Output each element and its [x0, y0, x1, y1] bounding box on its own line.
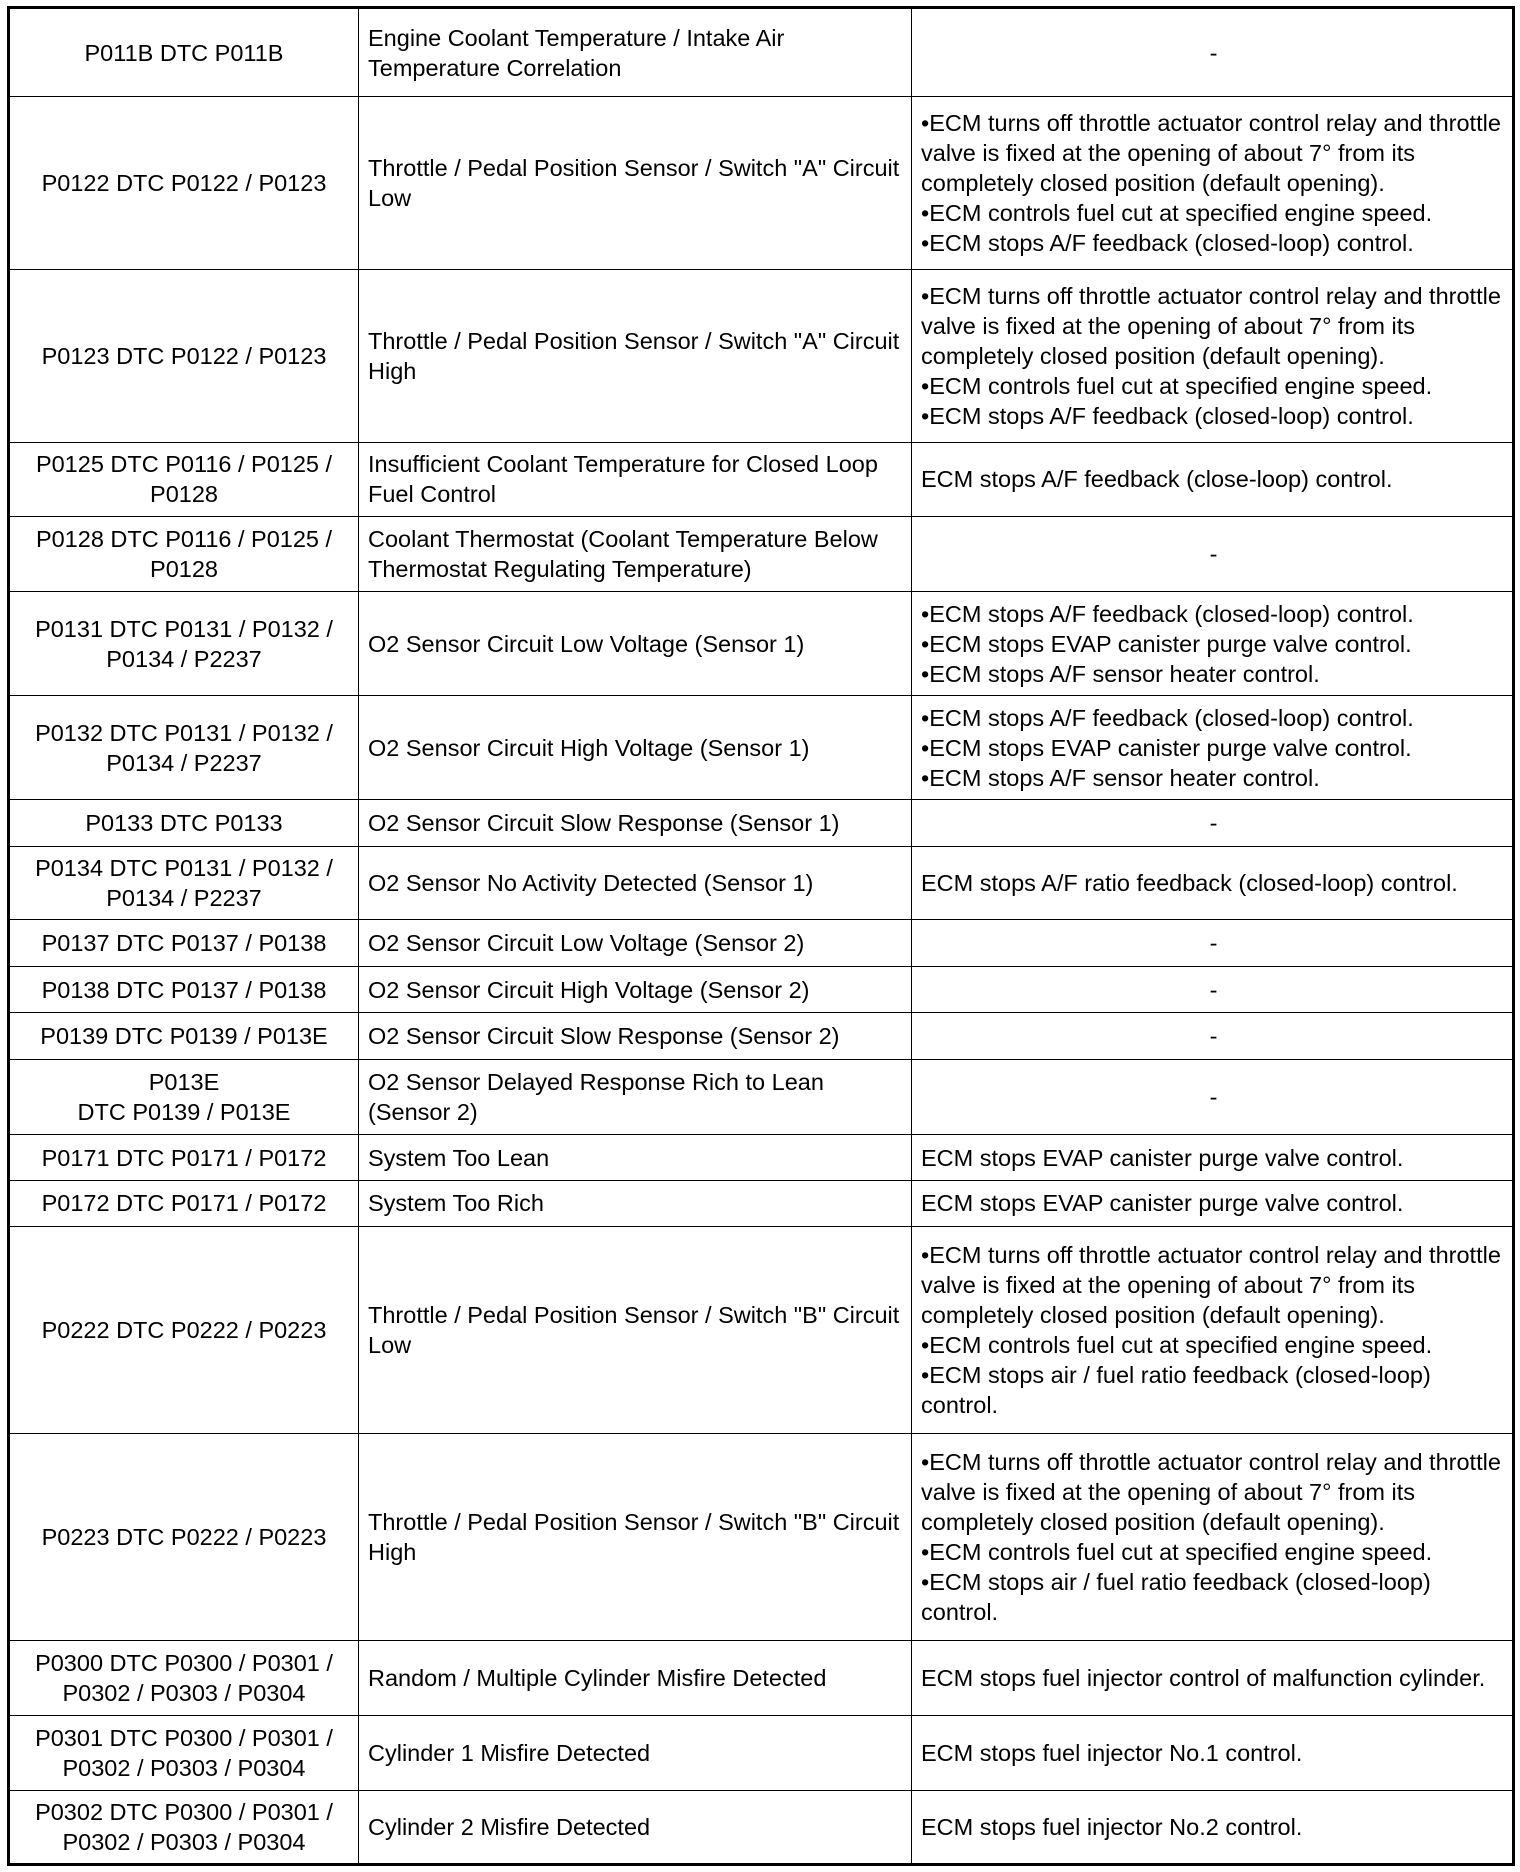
- fail-safe-line: -: [1209, 810, 1218, 837]
- dtc-condition-cell: [359, 97, 912, 270]
- fail-safe-cell: [912, 269, 1514, 442]
- dtc-code-cell: [9, 1640, 359, 1715]
- dtc-condition-cell: [359, 1716, 912, 1790]
- dtc-code: P0172 DTC P0171 / P0172: [41, 1190, 327, 1217]
- dtc-code-cell: [9, 1013, 359, 1060]
- table-row: [9, 1135, 1514, 1181]
- dtc-code: P0132 DTC P0131 / P0132 / P0134 / P2237: [35, 719, 333, 776]
- table-row: [9, 1181, 1514, 1227]
- table-row: [9, 920, 1514, 967]
- fail-safe-line: -: [1209, 541, 1218, 568]
- fail-safe-line: ECM stops A/F ratio feedback (closed-loop) control.: [921, 870, 1458, 897]
- fail-safe-line: -: [1209, 976, 1218, 1003]
- dtc-condition: O2 Sensor Circuit Low Voltage (Sensor 2): [368, 930, 805, 957]
- fail-safe-line: ECM stops fuel injector No.2 control.: [921, 1813, 1303, 1840]
- dtc-code: P011B DTC P011B: [84, 39, 284, 66]
- dtc-code-cell: [9, 800, 359, 847]
- table-row: [9, 1433, 1514, 1640]
- dtc-code: P0222 DTC P0222 / P0223: [41, 1316, 327, 1343]
- fail-safe-line: •ECM stops A/F feedback (closed-loop) control.: [921, 704, 1414, 731]
- dtc-condition-cell: [359, 8, 912, 97]
- dtc-code: P0133 DTC P0133: [85, 810, 283, 837]
- dtc-condition-cell: [359, 920, 912, 967]
- dtc-condition: System Too Lean: [368, 1144, 550, 1171]
- table-row: [9, 1640, 1514, 1715]
- table-row: [9, 269, 1514, 442]
- table-row: [9, 8, 1514, 97]
- dtc-code-cell: [9, 1181, 359, 1227]
- fail-safe-cell: [912, 1716, 1514, 1790]
- dtc-condition: O2 Sensor Delayed Response Rich to Lean (Sensor 2): [368, 1069, 824, 1126]
- fail-safe-line: -: [1209, 930, 1218, 957]
- dtc-condition-cell: [359, 1433, 912, 1640]
- dtc-code-cell: [9, 1790, 359, 1864]
- dtc-code-cell: [9, 1716, 359, 1790]
- dtc-code-cell: [9, 8, 359, 97]
- dtc-code-cell: [9, 97, 359, 270]
- fail-safe-line: •ECM controls fuel cut at specified engine speed.: [921, 200, 1433, 227]
- dtc-code: P013E: [148, 1069, 220, 1096]
- dtc-condition: Throttle / Pedal Position Sensor / Switch "A" Circuit High: [368, 327, 900, 384]
- table-row: [9, 1226, 1514, 1433]
- dtc-code-cell: [9, 269, 359, 442]
- fail-safe-line: •ECM stops EVAP canister purge valve control.: [921, 630, 1412, 657]
- dtc-condition: Cylinder 2 Misfire Detected: [368, 1813, 651, 1840]
- fail-safe-cell: [912, 1433, 1514, 1640]
- fail-safe-cell: [912, 97, 1514, 270]
- fail-safe-line: ECM stops EVAP canister purge valve control.: [921, 1144, 1404, 1171]
- fail-safe-line: •ECM stops EVAP canister purge valve control.: [921, 734, 1412, 761]
- fail-safe-line: •ECM turns off throttle actuator control relay and throttle valve is fixed at the opening of about 7° from its completely closed position (default opening).: [921, 1448, 1501, 1535]
- dtc-condition-cell: [359, 592, 912, 696]
- fail-safe-cell: [912, 1790, 1514, 1864]
- fail-safe-cell: [912, 1640, 1514, 1715]
- dtc-code: P0301 DTC P0300 / P0301 / P0302 / P0303 / P0304: [35, 1724, 333, 1781]
- table-row: [9, 800, 1514, 847]
- dtc-fail-safe-table: [7, 6, 1515, 1866]
- fail-safe-cell: [912, 1135, 1514, 1181]
- dtc-code-cell: [9, 516, 359, 591]
- fail-safe-line: •ECM controls fuel cut at specified engine speed.: [921, 1538, 1433, 1565]
- fail-safe-line: •ECM turns off throttle actuator control relay and throttle valve is fixed at the opening of about 7° from its completely closed position (default opening).: [921, 282, 1501, 369]
- fail-safe-cell: [912, 516, 1514, 591]
- fail-safe-line: •ECM stops A/F feedback (closed-loop) control.: [921, 600, 1414, 627]
- table-row: [9, 1790, 1514, 1864]
- dtc-condition: O2 Sensor Circuit High Voltage (Sensor 1): [368, 734, 810, 761]
- fail-safe-cell: [912, 847, 1514, 920]
- fail-safe-cell: [912, 8, 1514, 97]
- dtc-condition: System Too Rich: [368, 1190, 544, 1217]
- fail-safe-line: ECM stops A/F feedback (close-loop) control.: [921, 466, 1393, 493]
- dtc-code-cell: [9, 592, 359, 696]
- dtc-condition: Engine Coolant Temperature / Intake Air Temperature Correlation: [368, 24, 785, 81]
- dtc-condition: Throttle / Pedal Position Sensor / Switch "B" Circuit High: [368, 1508, 900, 1565]
- dtc-condition-cell: [359, 1135, 912, 1181]
- fail-safe-line: •ECM stops A/F feedback (closed-loop) control.: [921, 402, 1414, 429]
- dtc-code-cell: [9, 442, 359, 516]
- fail-safe-line: •ECM turns off throttle actuator control relay and throttle valve is fixed at the opening of about 7° from its completely closed position (default opening).: [921, 1241, 1501, 1328]
- dtc-condition-cell: [359, 442, 912, 516]
- table-row: [9, 696, 1514, 800]
- dtc-code: P0223 DTC P0222 / P0223: [41, 1523, 327, 1550]
- fail-safe-cell: [912, 800, 1514, 847]
- fail-safe-cell: [912, 592, 1514, 696]
- fail-safe-line: •ECM controls fuel cut at specified engine speed.: [921, 372, 1433, 399]
- fail-safe-line: ECM stops fuel injector control of malfunction cylinder.: [921, 1664, 1486, 1691]
- dtc-condition-cell: [359, 1013, 912, 1060]
- dtc-code: P0131 DTC P0131 / P0132 / P0134 / P2237: [35, 615, 333, 672]
- fail-safe-line: •ECM stops A/F sensor heater control.: [921, 660, 1320, 687]
- fail-safe-line: ECM stops EVAP canister purge valve control.: [921, 1190, 1404, 1217]
- dtc-condition: Throttle / Pedal Position Sensor / Switch "A" Circuit Low: [368, 155, 900, 212]
- fail-safe-cell: [912, 1059, 1514, 1134]
- table-row: [9, 592, 1514, 696]
- dtc-condition-cell: [359, 1790, 912, 1864]
- dtc-code-cell: [9, 696, 359, 800]
- dtc-code-cell: [9, 1433, 359, 1640]
- dtc-code: P0125 DTC P0116 / P0125 / P0128: [35, 451, 333, 508]
- dtc-code: P0139 DTC P0139 / P013E: [40, 1022, 328, 1049]
- dtc-condition: Coolant Thermostat (Coolant Temperature Below Thermostat Regulating Temperature): [368, 526, 878, 583]
- fail-safe-cell: [912, 442, 1514, 516]
- fail-safe-line: •ECM stops A/F sensor heater control.: [921, 764, 1320, 791]
- dtc-code-cell: [9, 847, 359, 920]
- dtc-condition: O2 Sensor Circuit Slow Response (Sensor 2): [368, 1022, 840, 1049]
- dtc-condition: Random / Multiple Cylinder Misfire Detected: [368, 1664, 827, 1691]
- fail-safe-line: ECM stops fuel injector No.1 control.: [921, 1739, 1303, 1766]
- dtc-code-related: DTC P0139 / P013E: [77, 1099, 291, 1126]
- dtc-condition-cell: [359, 269, 912, 442]
- dtc-code-cell: [9, 1226, 359, 1433]
- table-row: [9, 1059, 1514, 1134]
- table-row: [9, 442, 1514, 516]
- table-row: [9, 516, 1514, 591]
- table-row: [9, 1013, 1514, 1060]
- fail-safe-line: •ECM controls fuel cut at specified engine speed.: [921, 1331, 1433, 1358]
- dtc-condition-cell: [359, 800, 912, 847]
- dtc-code-cell: [9, 1135, 359, 1181]
- fail-safe-line: •ECM stops air / fuel ratio feedback (closed-loop) control.: [921, 1361, 1431, 1418]
- fail-safe-cell: [912, 920, 1514, 967]
- dtc-code: P0134 DTC P0131 / P0132 / P0134 / P2237: [35, 855, 333, 912]
- fail-safe-line: •ECM turns off throttle actuator control relay and throttle valve is fixed at the opening of about 7° from its completely closed position (default opening).: [921, 110, 1501, 197]
- fail-safe-line: -: [1209, 39, 1218, 66]
- dtc-code-cell: [9, 1059, 359, 1134]
- fail-safe-cell: [912, 1226, 1514, 1433]
- dtc-condition: O2 Sensor No Activity Detected (Sensor 1): [368, 870, 814, 897]
- fail-safe-line: •ECM stops A/F feedback (closed-loop) control.: [921, 230, 1414, 257]
- dtc-code: P0300 DTC P0300 / P0301 / P0302 / P0303 / P0304: [35, 1649, 333, 1706]
- dtc-condition-cell: [359, 1059, 912, 1134]
- dtc-condition-cell: [359, 696, 912, 800]
- fail-safe-cell: [912, 1013, 1514, 1060]
- dtc-code: P0123 DTC P0122 / P0123: [41, 342, 327, 369]
- table-row: [9, 1716, 1514, 1790]
- table-row: [9, 97, 1514, 270]
- dtc-condition-cell: [359, 1640, 912, 1715]
- dtc-code: P0128 DTC P0116 / P0125 / P0128: [35, 526, 333, 583]
- dtc-code-cell: [9, 920, 359, 967]
- dtc-condition: Insufficient Coolant Temperature for Closed Loop Fuel Control: [368, 451, 878, 508]
- dtc-code: P0137 DTC P0137 / P0138: [41, 930, 327, 957]
- fail-safe-line: •ECM stops air / fuel ratio feedback (closed-loop) control.: [921, 1568, 1431, 1625]
- dtc-condition: Cylinder 1 Misfire Detected: [368, 1739, 651, 1766]
- dtc-condition-cell: [359, 967, 912, 1013]
- dtc-code: P0171 DTC P0171 / P0172: [41, 1144, 327, 1171]
- dtc-condition-cell: [359, 1226, 912, 1433]
- dtc-code-cell: [9, 967, 359, 1013]
- fail-safe-cell: [912, 967, 1514, 1013]
- table-row: [9, 847, 1514, 920]
- fail-safe-line: -: [1209, 1084, 1218, 1111]
- dtc-code: P0302 DTC P0300 / P0301 / P0302 / P0303 / P0304: [35, 1798, 333, 1855]
- dtc-code: P0122 DTC P0122 / P0123: [41, 170, 327, 197]
- dtc-condition: O2 Sensor Circuit Slow Response (Sensor 1): [368, 810, 840, 837]
- dtc-condition-cell: [359, 847, 912, 920]
- fail-safe-cell: [912, 696, 1514, 800]
- dtc-condition: Throttle / Pedal Position Sensor / Switch "B" Circuit Low: [368, 1301, 900, 1358]
- dtc-condition: O2 Sensor Circuit Low Voltage (Sensor 1): [368, 630, 805, 657]
- dtc-condition-cell: [359, 1181, 912, 1227]
- dtc-condition-cell: [359, 516, 912, 591]
- table-row: [9, 967, 1514, 1013]
- fail-safe-cell: [912, 1181, 1514, 1227]
- dtc-table-body: [9, 8, 1514, 1865]
- dtc-condition: O2 Sensor Circuit High Voltage (Sensor 2): [368, 976, 810, 1003]
- dtc-code: P0138 DTC P0137 / P0138: [41, 976, 327, 1003]
- fail-safe-line: -: [1209, 1022, 1218, 1049]
